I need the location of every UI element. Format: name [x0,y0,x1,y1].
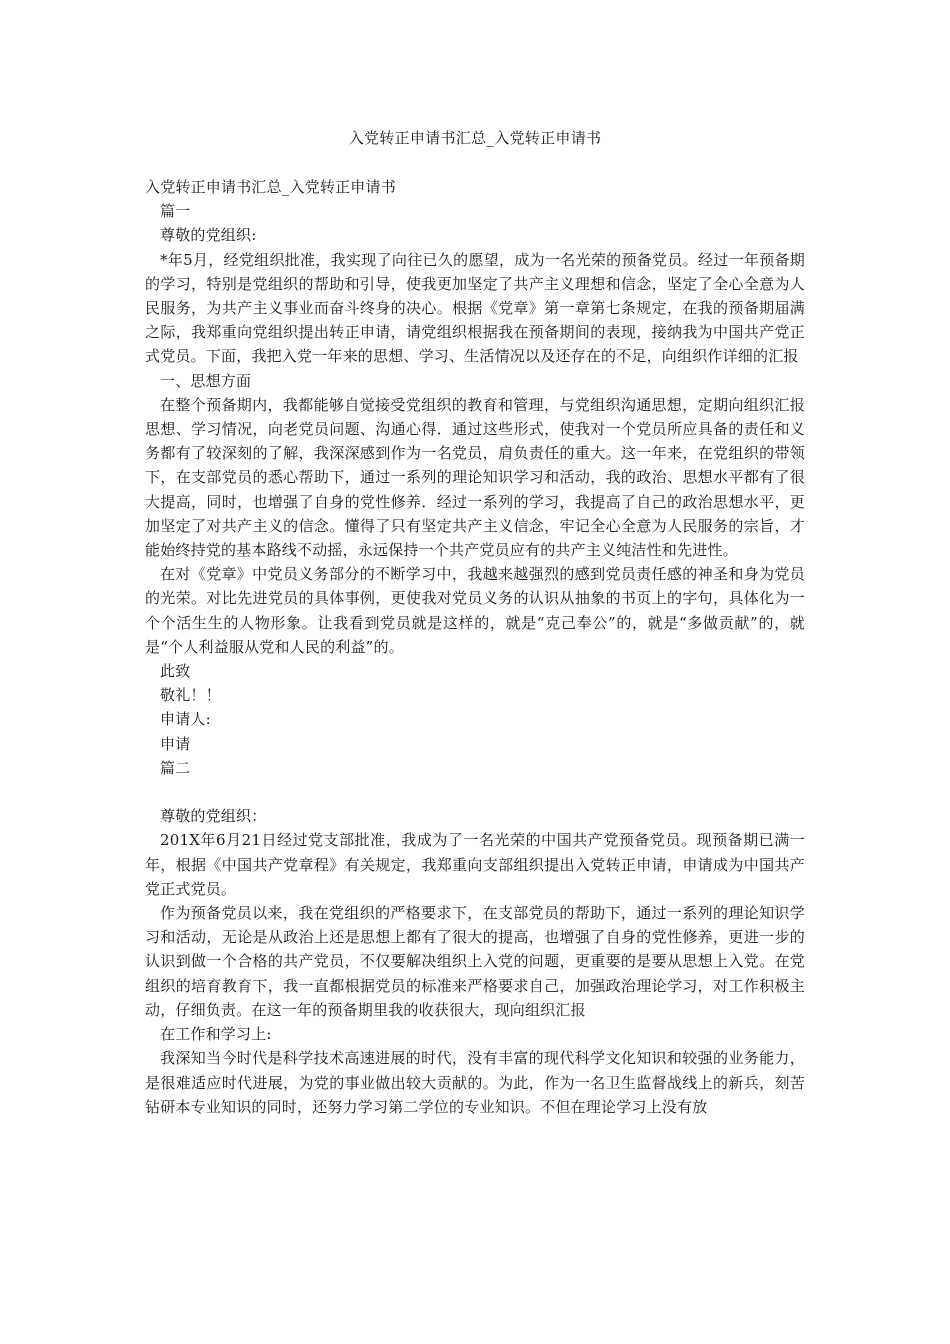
document-paragraph: 作为预备党员以来，我在党组织的严格要求下，在支部党员的帮助下，通过一系列的理论知识学习和活动，无论是从政治上还是思想上都有了很大的提高，也增强了自身的党性修养，更进一步的认识到做一个合格的共产党员，不仅要解决组织上入党的问题，更重要的是要从思想上入党。在党组织的培育教育下，我一直都根据党员的标准来严格要求自己，加强政治理论学习，对工作积极主动，仔细负责。在这一年的预备期里我的收获很大，现向组织汇报 [145,904,805,1019]
document-paragraph: 在整个预备期内，我都能够自觉接受党组织的教育和管理，与党组织沟通思想，定期向组织汇报思想、学习情况，向老党员问题、沟通心得．通过这些形式，使我对一个党员所应具备的责任和义务都有了较深刻的了解，我深深感到作为一名党员，肩负责任的重大。这一年来，在党组织的带领下，在支部党员的悉心帮助下，通过一系列的理论知识学习和活动，我的政治、思想水平都有了很大提高，同时，也增强了自身的党性修养．经过一系列的学习，我提高了自己的政治思想水平，更加坚定了对共产主义的信念。懂得了只有坚定共产主义信念，牢记全心全意为人民服务的宗旨，才能始终持党的基本路线不动摇，永远保持一个共产党员应有的共产主义纯洁性和先进性。 [145,395,805,560]
document-paragraph: 篇二 [160,758,191,777]
document-paragraph: 此致 [160,662,191,681]
document-paragraph: 申请人: [160,710,211,729]
document-paragraph: 申请 [160,734,191,753]
document-paragraph: 201X年6月21日经过党支部批准，我成为了一名光荣的中国共产党预备党员。现预备期已满一年，根据《中国共产党章程》有关规定，我郑重向支部组织提出入党转正申请，申请成为中国共产党正式党员。 [145,831,805,898]
document-paragraph: 在工作和学习上: [160,1025,272,1044]
document-paragraph: 尊敬的党组织: [160,226,257,245]
document-paragraph: 在对《党章》中党员义务部分的不断学习中，我越来越强烈的感到党员责任感的神圣和身为党员的光荣。对比先进党员的具体事例，更使我对党员义务的认识从抽象的书页上的字句，具体化为一个个活生生的人物形象。让我看到党员就是这样的，就是“克己奉公”的，就是“多做贡献”的，就是“个人利益服从党和人民的利益”的。 [145,565,805,656]
document-paragraph: 一、思想方面 [160,371,252,390]
document-body [145,175,805,1119]
document-paragraph: 我深知当今时代是科学技术高速进展的时代，没有丰富的现代科学文化知识和较强的业务能力，是很难适应时代进展，为党的事业做出较大贡献的。为此，作为一名卫生监督战线上的新兵，刻苦钻研本专业知识的同时，还努力学习第二学位的专业知识。不但在理论学习上没有放 [145,1049,805,1116]
document-title: 入党转正申请书汇总_入党转正申请书 [348,129,602,147]
document-paragraph: 篇一 [160,202,191,221]
document-paragraph: 尊敬的党组织： [160,807,267,826]
document-paragraph: 敬礼！！ [160,686,221,705]
blank-line [145,780,805,804]
document-paragraph: *年5月，经党组织批准，我实现了向往已久的愿望，成为一名光荣的预备党员。经过一年预备期的学习，特别是党组织的帮助和引导，使我更加坚定了共产主义理想和信念，坚定了全心全意为人民服务，为共产主义事业而奋斗终身的决心。根据《党章》第一章第七条规定，在我的预备期届满之际，我郑重向党组织提出转正申请，请党组织根据我在预备期间的表现，接纳我为中国共产党正式党员。下面，我把入党一年来的思想、学习、生活情况以及还存在的不足，向组织作详细的汇报 [145,250,805,366]
document-paragraph: 入党转正申请书汇总_入党转正申请书 [145,178,396,196]
